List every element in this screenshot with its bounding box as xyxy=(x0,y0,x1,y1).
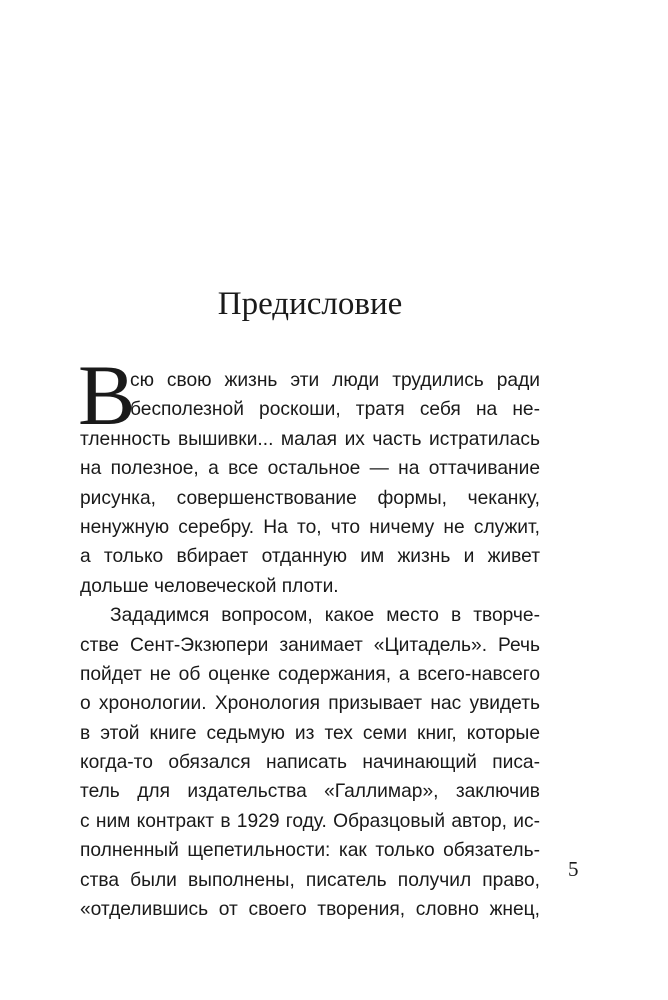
text-line: в этой книге седьмую из тех семи книг, которые xyxy=(80,722,540,744)
body-text xyxy=(78,347,540,924)
text-line: стве Сент-Экзюпери занимает «Цитадель». Речь xyxy=(80,634,540,656)
text-line: а только вбирает отданную им жизнь и живет xyxy=(80,546,540,568)
page-title: Предисловие xyxy=(217,286,403,322)
text-line: рисунка, совершенствование формы, чеканку, xyxy=(80,487,540,509)
text-line: полненный щепетильности: как только обязатель- xyxy=(80,840,540,862)
text-line: на полезное, а все остальное — на оттачивание xyxy=(80,458,540,480)
text-line: с ним контракт в 1929 году. Образцовый автор, ис- xyxy=(80,810,540,832)
text-line: Зададимся вопросом, какое место в творче- xyxy=(110,605,540,627)
text-line: пойдет не об оценке содержания, а всего-навсего xyxy=(80,663,540,685)
text-line: сю свою жизнь эти люди трудились ради xyxy=(130,370,540,391)
text-line: тель для издательства «Галлимар», заключив xyxy=(80,781,540,803)
text-line: когда-то обязался написать начинающий писа- xyxy=(80,752,540,774)
text-line: «отделившись от своего творения, словно жнец, xyxy=(80,899,540,921)
text-line: дольше человеческой плоти. xyxy=(80,575,339,597)
text-line: ства были выполнены, писатель получил право, xyxy=(80,869,540,891)
text-line: о хронологии. Хронология призывает нас увидеть xyxy=(80,693,540,715)
text-line: ненужную серебру. На то, что ничему не служит, xyxy=(80,516,540,538)
page-number: 5 xyxy=(568,857,579,881)
text-line: бесполезной роскоши, тратя себя на не- xyxy=(130,399,540,421)
text-line: тленность вышивки... малая их часть истратилась xyxy=(80,428,540,450)
drop-cap: В xyxy=(78,347,136,443)
